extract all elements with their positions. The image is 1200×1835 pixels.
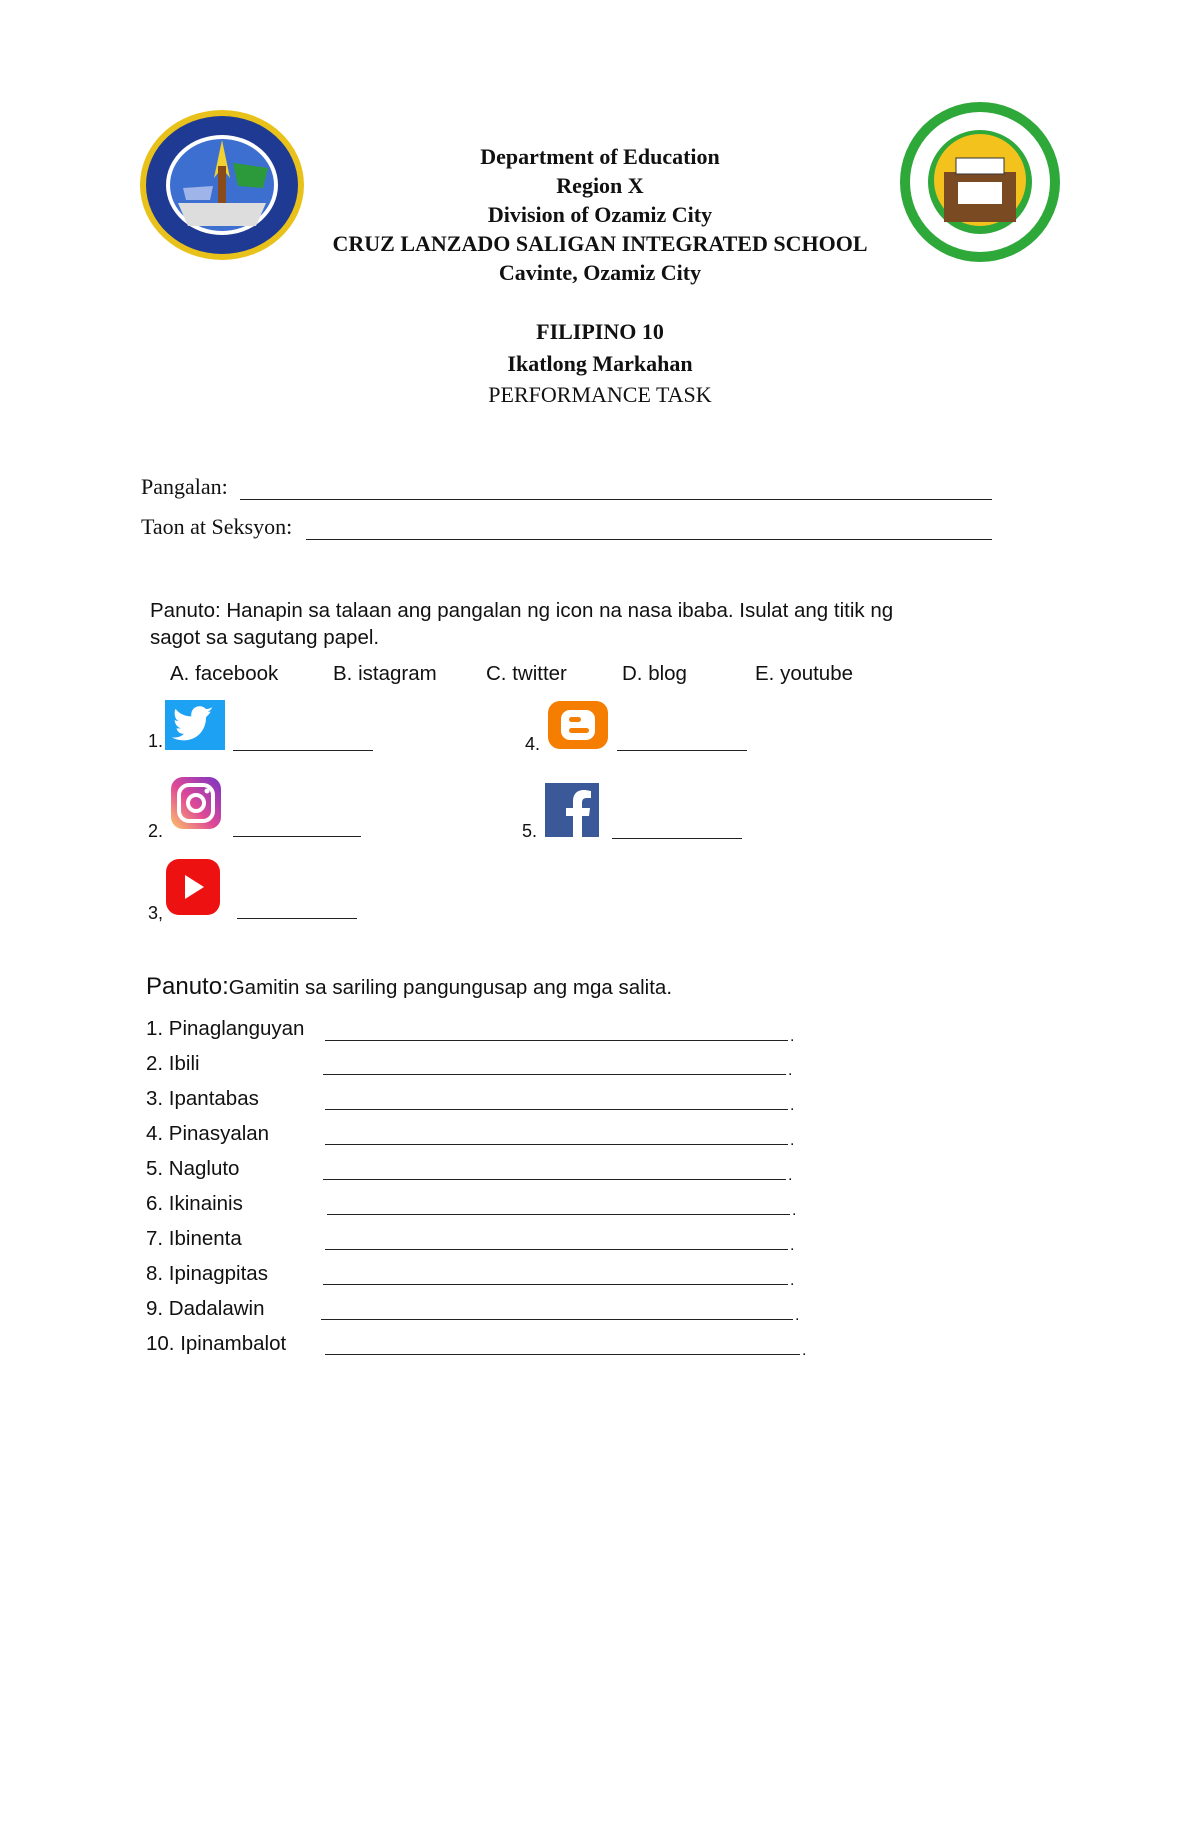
facebook-icon (545, 783, 599, 837)
word-item-3: 3. Ipantabas (146, 1087, 259, 1110)
icon-item-2-answer[interactable] (233, 836, 361, 837)
subject-title: FILIPINO 10 (536, 319, 664, 344)
word-item-8: 8. Ipinagpitas (146, 1262, 268, 1285)
choice-a: A. facebook (170, 662, 279, 685)
twitter-icon (165, 700, 225, 750)
part2-instruction (146, 973, 672, 1001)
word-item-2-answer[interactable] (323, 1074, 786, 1075)
icon-item-5-number: 5. (522, 821, 538, 841)
choice-c: C. twitter (486, 662, 567, 685)
quarter-title: Ikatlong Markahan (507, 351, 693, 376)
word-item-2-period: . (788, 1062, 793, 1079)
word-item-6-period: . (792, 1202, 797, 1219)
word-item-1-answer[interactable] (325, 1040, 788, 1041)
icon-item-5-answer[interactable] (612, 838, 742, 839)
word-item-9: 9. Dadalawin (146, 1297, 265, 1320)
word-item-4-answer[interactable] (325, 1144, 788, 1145)
icon-item-2-number: 2. (148, 821, 164, 841)
youtube-icon (165, 858, 221, 916)
part1-instruction: Panuto: Hanapin sa talaan ang pangalan ng icon na nasa ibaba. Isulat ang titik ng sagot sa sagutang papel. (150, 599, 894, 649)
word-item-9-period: . (795, 1307, 800, 1324)
blogger-icon (547, 700, 609, 750)
word-item-7-answer[interactable] (325, 1249, 788, 1250)
icon-item-3-answer[interactable] (237, 918, 357, 919)
header-department: Department of Education (480, 144, 720, 169)
name-label: Pangalan: (141, 474, 228, 499)
word-item-7: 7. Ibinenta (146, 1227, 242, 1250)
icon-item-4-number: 4. (525, 734, 541, 754)
icon-item-1-number: 1. (148, 731, 164, 751)
choice-e: E. youtube (755, 662, 854, 685)
school-seal (896, 102, 1064, 262)
word-item-8-answer[interactable] (323, 1284, 788, 1285)
word-item-1-period: . (790, 1028, 795, 1045)
choice-d: D. blog (622, 662, 687, 685)
word-item-5-answer[interactable] (323, 1179, 786, 1180)
section-field[interactable] (306, 539, 992, 540)
word-item-2: 2. Ibili (146, 1052, 200, 1075)
word-item-5-period: . (788, 1167, 793, 1184)
name-field[interactable] (240, 499, 992, 500)
word-item-10-period: . (802, 1342, 807, 1359)
part2-instruction-text: Gamitin sa sariling pangungusap ang mga salita. (228, 976, 673, 999)
deped-ozamiz-seal (138, 108, 306, 263)
icon-item-4-answer[interactable] (617, 750, 747, 751)
task-title: PERFORMANCE TASK (488, 382, 712, 407)
word-item-3-period: . (790, 1097, 795, 1114)
word-item-6: 6. Ikinainis (146, 1192, 243, 1215)
word-item-3-answer[interactable] (325, 1109, 788, 1110)
word-item-10: 10. Ipinambalot (146, 1332, 287, 1355)
word-item-8-period: . (790, 1272, 795, 1289)
section-label: Taon at Seksyon: (141, 514, 293, 539)
word-item-5: 5. Nagluto (146, 1157, 240, 1180)
header-school-name: CRUZ LANZADO SALIGAN INTEGRATED SCHOOL (332, 231, 868, 256)
word-item-1: 1. Pinaglanguyan (146, 1017, 305, 1040)
word-item-10-answer[interactable] (325, 1354, 800, 1355)
word-item-6-answer[interactable] (327, 1214, 790, 1215)
icon-item-1-answer[interactable] (233, 750, 373, 751)
instagram-icon (170, 775, 222, 831)
part2-instruction-lead: Panuto: (146, 973, 229, 1000)
header-division: Division of Ozamiz City (487, 202, 713, 227)
word-item-4: 4. Pinasyalan (146, 1122, 270, 1145)
header-region: Region X (556, 173, 644, 198)
icon-item-3-number: 3, (148, 903, 164, 923)
choice-b: B. istagram (333, 662, 437, 685)
header-address: Cavinte, Ozamiz City (498, 260, 702, 285)
word-item-9-answer[interactable] (321, 1319, 793, 1320)
word-item-4-period: . (790, 1132, 795, 1149)
word-item-7-period: . (790, 1237, 795, 1254)
